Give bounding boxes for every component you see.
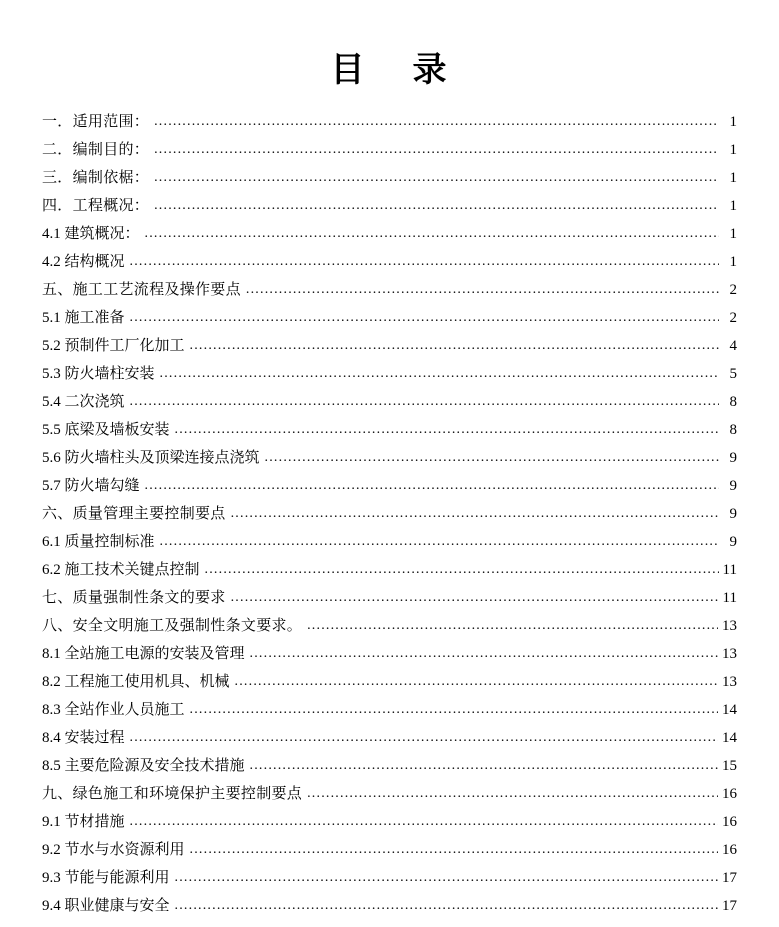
toc-entry-page-number: 16 [722,786,737,802]
toc-leader-dots [175,872,718,887]
toc-leader-dots [145,228,719,243]
toc-entry-label: 八、安全文明施工及强制性条文要求。 [42,618,303,634]
toc-entry-label: 二．编制目的： [42,142,150,158]
toc-leader-dots [130,396,719,411]
toc-entry-page-number: 8 [729,394,737,410]
toc-entry[interactable] [42,311,737,339]
toc-leader-dots [231,592,719,607]
toc-entry-page-number: 5 [729,366,737,382]
toc-leader-dots [130,816,718,831]
toc-entry[interactable] [42,731,737,759]
toc-entry-label: 5.5 底梁及墙板安装 [42,422,170,438]
toc-entry-label: 8.1 全站施工电源的安装及管理 [42,646,245,662]
toc-entry-page-number: 16 [722,842,737,858]
toc-leader-dots [190,844,718,859]
toc-entry-page-number: 1 [729,142,737,158]
toc-leader-dots [190,704,718,719]
toc-entry[interactable] [42,143,737,171]
toc-entry-label: 5.1 施工准备 [42,310,125,326]
toc-entry-page-number: 13 [722,674,737,690]
toc-entry[interactable] [42,759,737,787]
toc-entry[interactable] [42,591,737,619]
toc-leader-dots [154,116,719,131]
toc-entry-page-number: 17 [722,898,737,914]
toc-entry[interactable] [42,479,737,507]
toc-entry-page-number: 13 [722,646,737,662]
toc-entry[interactable] [42,787,737,815]
toc-entry[interactable] [42,619,737,647]
toc-entry[interactable] [42,899,737,927]
toc-entry[interactable] [42,171,737,199]
toc-entry-label: 9.1 节材措施 [42,814,125,830]
toc-entry[interactable] [42,675,737,703]
toc-entry-page-number: 13 [722,618,737,634]
toc-leader-dots [246,284,719,299]
toc-entry[interactable] [42,255,737,283]
toc-entry-label: 6.1 质量控制标准 [42,534,155,550]
toc-leader-dots [175,424,719,439]
toc-entry-label: 5.2 预制件工厂化加工 [42,338,185,354]
toc-entry-label: 5.3 防火墙柱安装 [42,366,155,382]
toc-entry-label: 6.2 施工技术关键点控制 [42,562,200,578]
toc-entry-page-number: 2 [729,282,737,298]
toc-entry-page-number: 15 [722,758,737,774]
toc-entry-label: 5.6 防火墙柱头及顶梁连接点浇筑 [42,450,260,466]
toc-entry-label: 五、施工工艺流程及操作要点 [42,282,241,298]
toc-entry[interactable] [42,647,737,675]
toc-entry-page-number: 9 [729,506,737,522]
toc-leader-dots [235,676,718,691]
toc-entry-page-number: 8 [729,422,737,438]
toc-leader-dots [307,620,718,635]
toc-entry-label: 9.2 节水与水资源利用 [42,842,185,858]
toc-leader-dots [130,732,718,747]
toc-entry[interactable] [42,227,737,255]
toc-entry-label: 8.4 安装过程 [42,730,125,746]
toc-leader-dots [145,480,719,495]
toc-entry-page-number: 1 [729,114,737,130]
toc-entry-page-number: 9 [729,450,737,466]
toc-leader-dots [160,536,719,551]
toc-entry-page-number: 11 [722,590,737,606]
toc-leader-dots [250,760,718,775]
toc-entry-label: 4.2 结构概况 [42,254,125,270]
toc-entry[interactable] [42,815,737,843]
toc-entry-label: 4.1 建筑概况： [42,226,140,242]
toc-entry[interactable] [42,451,737,479]
toc-leader-dots [231,508,719,523]
toc-entry[interactable] [42,395,737,423]
toc-leader-dots [265,452,719,467]
toc-entry-page-number: 14 [722,730,737,746]
toc-entry[interactable] [42,843,737,871]
toc-entry-page-number: 17 [722,870,737,886]
toc-entry[interactable] [42,563,737,591]
toc-entry-label: 5.4 二次浇筑 [42,394,125,410]
table-of-contents [0,97,779,927]
toc-entry-page-number: 16 [722,814,737,830]
toc-entry[interactable] [42,283,737,311]
toc-entry[interactable] [42,871,737,899]
toc-entry-label: 六、质量管理主要控制要点 [42,506,226,522]
toc-leader-dots [160,368,719,383]
page-title [0,0,779,97]
toc-entry[interactable] [42,367,737,395]
toc-entry[interactable] [42,423,737,451]
toc-entry-page-number: 14 [722,702,737,718]
toc-leader-dots [205,564,719,579]
toc-leader-dots [154,200,719,215]
toc-entry-label: 8.3 全站作业人员施工 [42,702,185,718]
toc-leader-dots [250,648,718,663]
toc-entry[interactable] [42,703,737,731]
toc-entry[interactable] [42,339,737,367]
toc-leader-dots [190,340,719,355]
toc-entry[interactable] [42,199,737,227]
toc-leader-dots [154,172,719,187]
toc-entry[interactable] [42,115,737,143]
toc-entry-page-number: 9 [729,478,737,494]
toc-entry-label: 四．工程概况： [42,198,150,214]
toc-entry-label: 七、质量强制性条文的要求 [42,590,226,606]
toc-leader-dots [154,144,719,159]
toc-entry-page-number: 1 [729,170,737,186]
toc-entry-page-number: 11 [722,562,737,578]
toc-entry-label: 9.4 职业健康与安全 [42,898,170,914]
toc-entry-page-number: 4 [729,338,737,354]
toc-entry-label: 三．编制依椐： [42,170,150,186]
toc-entry[interactable] [42,535,737,563]
toc-entry[interactable] [42,507,737,535]
toc-entry-page-number: 1 [729,226,737,242]
toc-leader-dots [307,788,718,803]
toc-leader-dots [130,256,719,271]
toc-entry-page-number: 9 [729,534,737,550]
page-title-char-2: 录 [412,52,449,89]
toc-entry-label: 8.2 工程施工使用机具、机械 [42,674,230,690]
toc-entry-page-number: 1 [729,254,737,270]
toc-entry-page-number: 2 [729,310,737,326]
toc-entry-label: 5.7 防火墙勾缝 [42,478,140,494]
toc-entry-page-number: 1 [729,198,737,214]
toc-leader-dots [130,312,719,327]
toc-entry-label: 9.3 节能与能源利用 [42,870,170,886]
toc-leader-dots [175,900,718,915]
toc-entry-label: 一．适用范围： [42,114,150,130]
toc-entry-label: 8.5 主要危险源及安全技术措施 [42,758,245,774]
toc-entry-label: 九、绿色施工和环境保护主要控制要点 [42,786,303,802]
page-title-char-1: 目 [330,52,367,89]
